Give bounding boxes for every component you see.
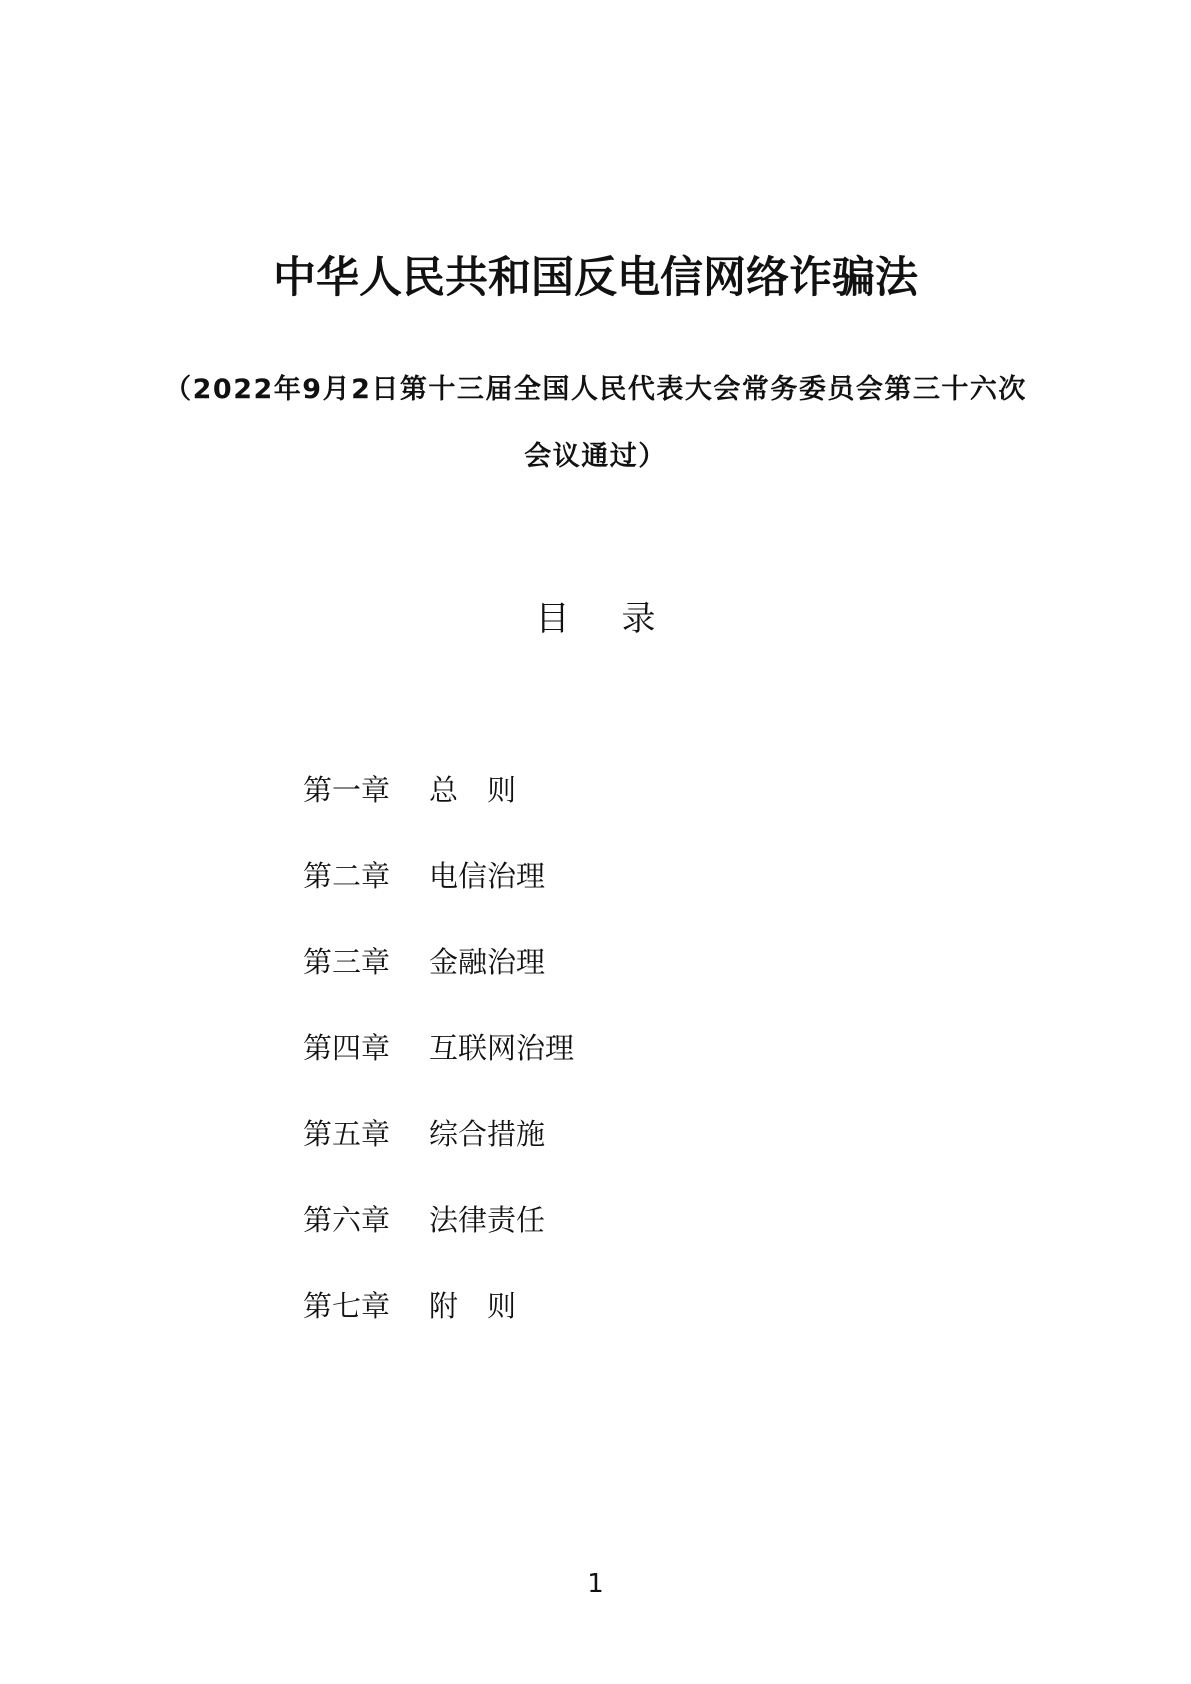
toc-item-chapter-1[interactable] [303,770,1003,856]
toc-chapter-name: 电信治理 [429,859,546,893]
toc-heading-part-2: 录 [621,599,656,639]
toc-chapter-name: 法律责任 [429,1203,546,1237]
toc-chapter-number: 第一章 [303,773,391,807]
toc-item-chapter-6[interactable] [303,1200,1003,1286]
toc-chapter-number: 第三章 [303,945,391,979]
toc-chapter-number: 第二章 [303,859,391,893]
toc-chapter-name: 附 则 [429,1289,517,1323]
toc-chapter-number: 第七章 [303,1289,391,1323]
toc-item-chapter-3[interactable] [303,942,1003,1028]
toc-item-chapter-2[interactable] [303,856,1003,942]
table-of-contents [303,770,1003,1372]
toc-heading [0,595,1191,643]
toc-chapter-number: 第五章 [303,1117,391,1151]
adoption-note-line-1: （2022年9月2日第十三届全国人民代表大会常务委员会第三十六次 [164,374,1027,405]
toc-chapter-name: 金融治理 [429,945,546,979]
toc-chapter-name: 互联网治理 [429,1031,575,1065]
toc-item-chapter-4[interactable] [303,1028,1003,1114]
toc-chapter-name: 综合措施 [429,1117,546,1151]
document-title: 中华人民共和国反电信网络诈骗法 [273,253,918,303]
page-number: 1 [587,1569,604,1599]
toc-item-chapter-7[interactable] [303,1286,1003,1372]
toc-heading-part-1: 目 [535,599,570,639]
toc-chapter-name: 总 则 [429,773,517,807]
toc-item-chapter-5[interactable] [303,1114,1003,1200]
toc-chapter-number: 第四章 [303,1031,391,1065]
toc-chapter-number: 第六章 [303,1203,391,1237]
adoption-note-line-2: 会议通过） [524,441,667,472]
